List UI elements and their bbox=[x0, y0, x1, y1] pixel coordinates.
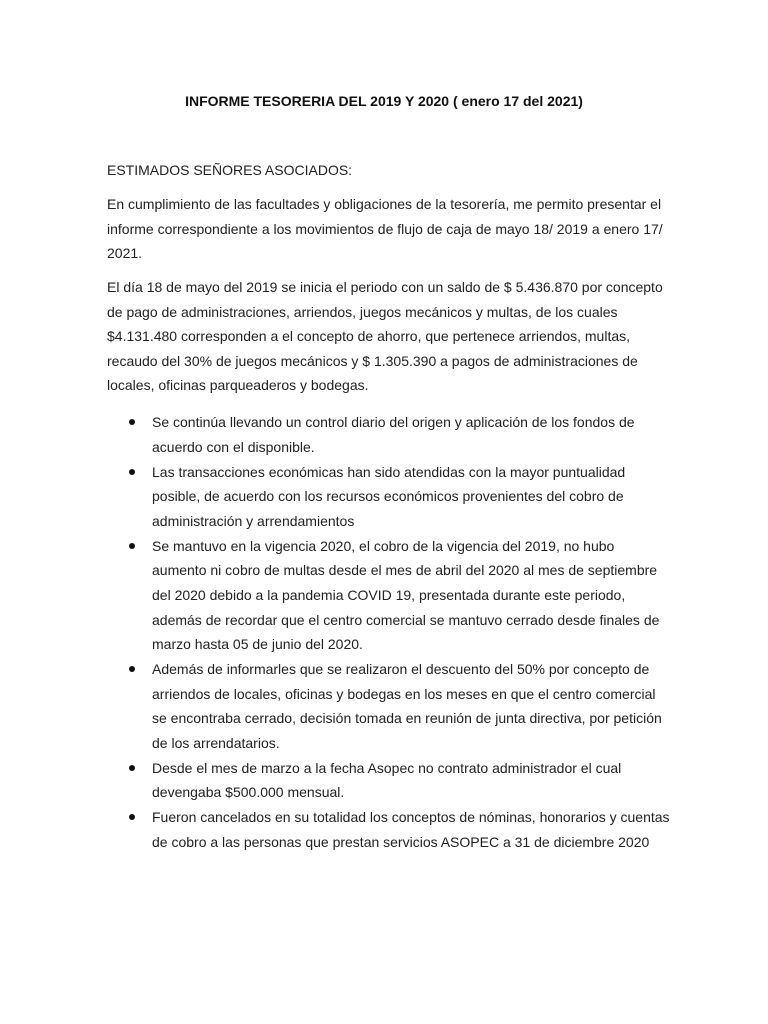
bullet-text: Las transacciones económicas han sido atendidas con la mayor puntualidad posible, de acuerdo con los recursos económicos provenientes del cobro de administración y arrendamientos bbox=[152, 463, 626, 529]
bullet-icon bbox=[129, 765, 135, 771]
bullet-item bbox=[107, 657, 672, 755]
bullet-item bbox=[107, 410, 672, 459]
bullet-item bbox=[107, 460, 672, 534]
bullet-item bbox=[107, 534, 672, 657]
bullet-text: Además de informarles que se realizaron el descuento del 50% por concepto de arriendos de locales, oficinas y bodegas en los meses en que el centro comercial se encontraba cerrado, decisión tomada en reunión de junta directiva, por petición de los arrendatarios. bbox=[152, 661, 662, 751]
bullet-list bbox=[107, 410, 672, 855]
bullet-text: Se continúa llevando un control diario del origen y aplicación de los fondos de acuerdo con el disponible. bbox=[152, 414, 635, 455]
paragraph-balance: El día 18 de mayo del 2019 se inicia el periodo con un saldo de $ 5.436.870 por concepto de pago de administraciones, arriendos, juegos mecánicos y multas, de los cuales $4.131.480 corresponden a el concepto de ahorro, que pertenece arriendos, multas, recaudo del 30% de juegos mecánicos y $ 1.305.390 a pagos de administraciones de locales, oficinas parqueaderos y bodegas. bbox=[107, 279, 663, 394]
bullet-item bbox=[107, 805, 672, 854]
bullet-icon bbox=[129, 814, 135, 820]
bullet-icon bbox=[129, 666, 135, 672]
bullet-text: Desde el mes de marzo a la fecha Asopec no contrato administrador el cual devengaba $500.000 mensual. bbox=[152, 759, 622, 801]
bullet-item bbox=[107, 756, 672, 805]
bullet-text: Se mantuvo en la vigencia 2020, el cobro de la vigencia del 2019, no hubo aumento ni cobro de multas desde el mes de abril del 2020 al mes de septiembre del 2020 debido a la pandemia COVID 19, presentada durante este periodo, además de recordar que el centro comercial se mantuvo cerrado desde finales de marzo hasta 05 de junio del 2020. bbox=[152, 537, 660, 653]
bullet-icon bbox=[129, 419, 135, 425]
bullet-icon bbox=[129, 543, 135, 549]
paragraph-intro: En cumplimiento de las facultades y obligaciones de la tesorería, me permito presentar el informe correspondiente a los movimientos de flujo de caja de mayo 18/ 2019 a enero 17/ 2021. bbox=[107, 196, 663, 262]
bullet-icon bbox=[129, 469, 135, 475]
salutation: ESTIMADOS SEÑORES ASOCIADOS: bbox=[107, 162, 353, 178]
bullet-text: Fueron cancelados en su totalidad los conceptos de nóminas, honorarios y cuentas de cobro a las personas que prestan servicios ASOPEC a 31 de diciembre 2020 bbox=[152, 809, 670, 851]
document-title: INFORME TESORERIA DEL 2019 Y 2020 ( enero 17 del 2021) bbox=[185, 93, 583, 109]
